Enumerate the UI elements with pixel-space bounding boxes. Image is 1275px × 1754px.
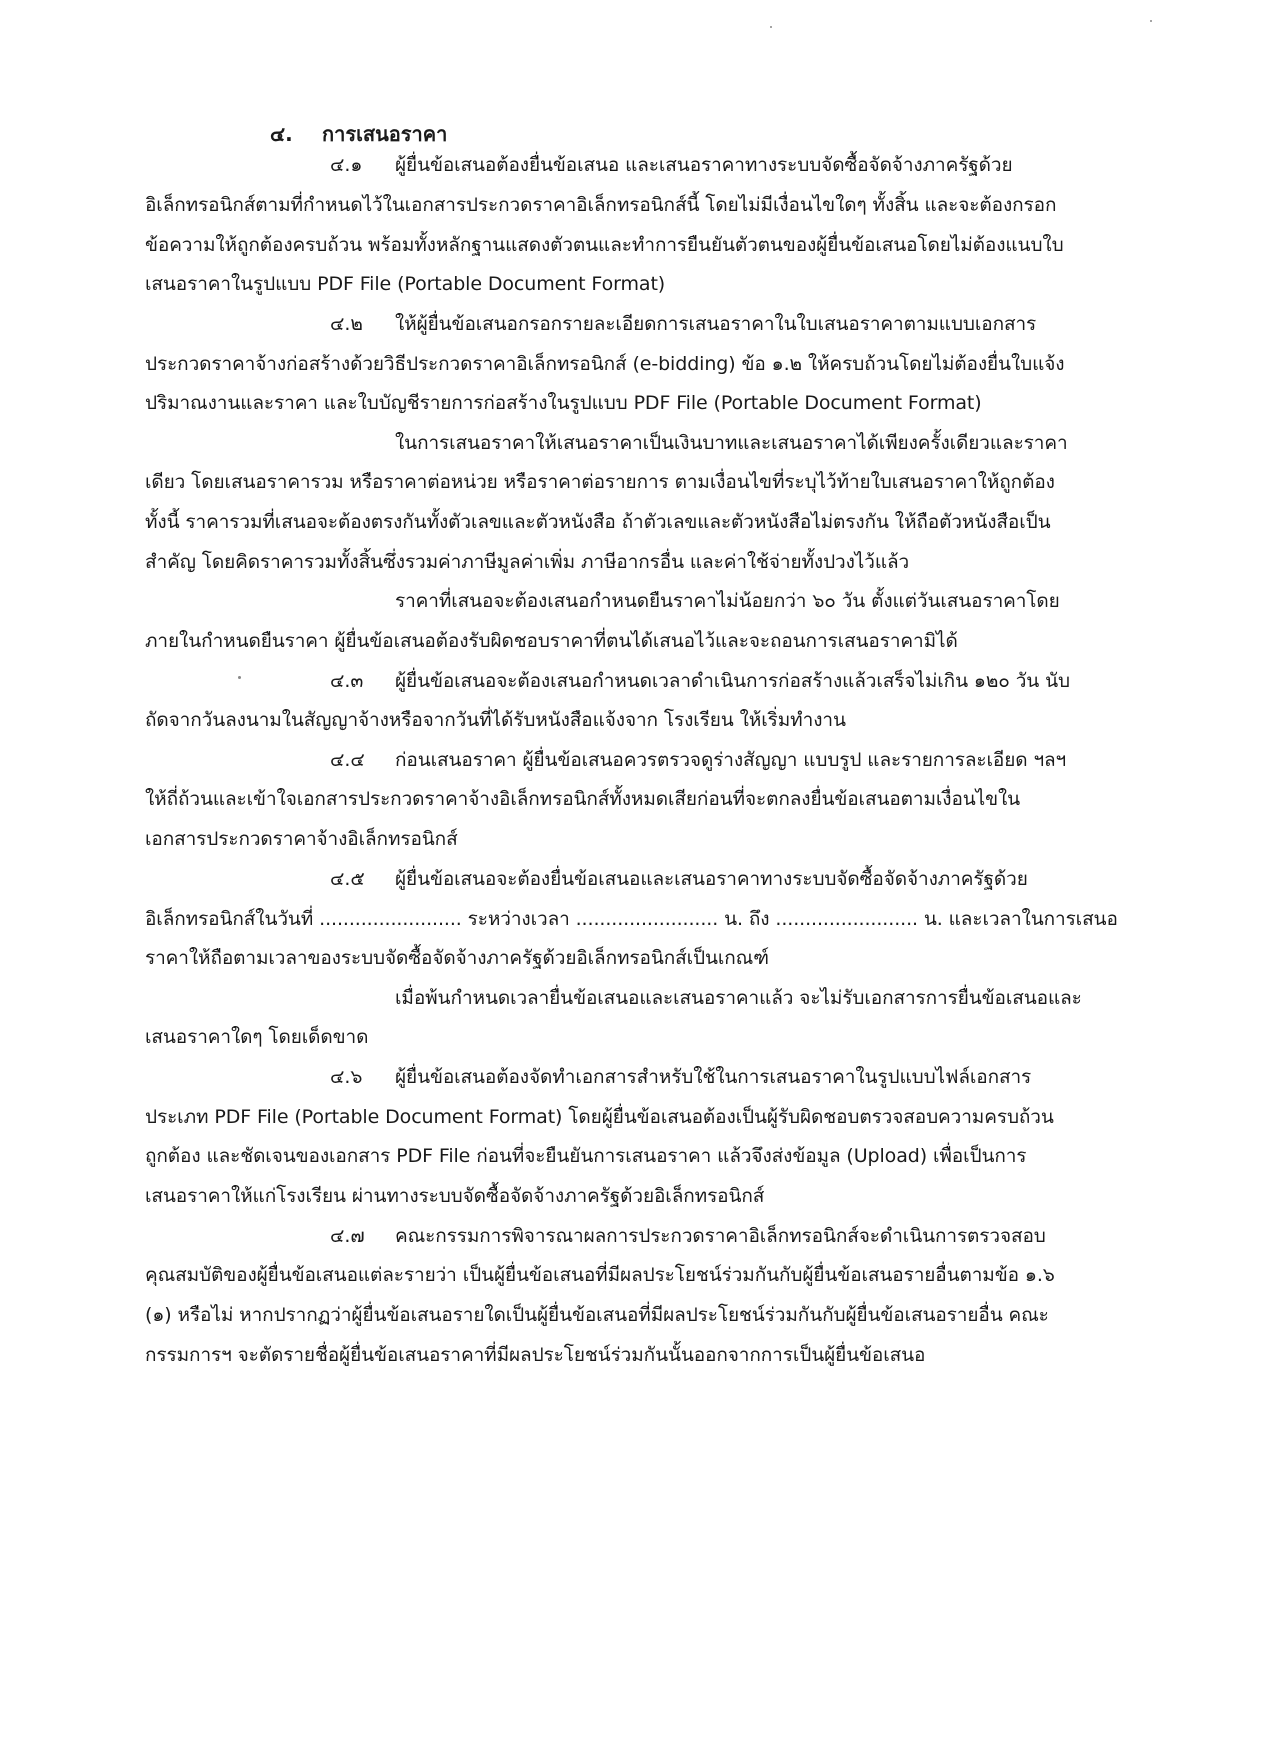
text-line: ข้อความให้ถูกต้องครบถ้วน พร้อมทั้งหลักฐานแสดงตัวตนและทำการยืนยันตัวตนของผู้ยื่นข้อเสนอโดยไม่ต้องแนบใบ [145, 234, 1064, 256]
text-line: ผู้ยื่นข้อเสนอต้องยื่นข้อเสนอ และเสนอราคาทางระบบจัดซื้อจัดจ้างภาครัฐด้วย [395, 154, 1013, 176]
item-number: ๔.๓ [330, 670, 364, 692]
text-line: อิเล็กทรอนิกส์ในวันที่ ........................ ระหว่างเวลา ........................ น. ถึง ........................ น. และเวลาในการเสนอ [145, 908, 1118, 930]
text-line: ผู้ยื่นข้อเสนอจะต้องยื่นข้อเสนอและเสนอราคาทางระบบจัดซื้อจัดจ้างภาครัฐด้วย [395, 868, 1028, 890]
text-line: ทั้งนี้ ราคารวมที่เสนอจะต้องตรงกันทั้งตัวเลขและตัวหนังสือ ถ้าตัวเลขและตัวหนังสือไม่ตรงกัน ให้ถือตัวหนังสือเป็น [145, 511, 1051, 533]
text-line: ราคาให้ถือตามเวลาของระบบจัดซื้อจัดจ้างภาครัฐด้วยอิเล็กทรอนิกส์เป็นเกณฑ์ [145, 947, 769, 969]
text-line: ประกวดราคาจ้างก่อสร้างด้วยวิธีประกวดราคาอิเล็กทรอนิกส์ (e-bidding) ข้อ ๑.๒ ให้ครบถ้วนโดยไม่ต้องยื่นใบแจ้ง [145, 353, 1065, 375]
text-line: เดียว โดยเสนอราคารวม หรือราคาต่อหน่วย หรือราคาต่อรายการ ตามเงื่อนไขที่ระบุไว้ท้ายใบเสนอราคาให้ถูกต้อง [145, 471, 1055, 493]
item-number: ๔.๗ [330, 1225, 365, 1247]
scan-speck [238, 676, 241, 679]
text-line: คณะกรรมการพิจารณาผลการประกวดราคาอิเล็กทรอนิกส์จะดำเนินการตรวจสอบ [395, 1225, 1046, 1247]
text-line: ก่อนเสนอราคา ผู้ยื่นข้อเสนอควรตรวจดูร่างสัญญา แบบรูป และรายการละเอียด ฯลฯ [395, 749, 1067, 771]
section-number: ๔. [270, 122, 293, 146]
text-line: ปริมาณงานและราคา และใบบัญชีรายการก่อสร้างในรูปแบบ PDF File (Portable Document Format) [145, 392, 982, 414]
text-line: เอกสารประกวดราคาจ้างอิเล็กทรอนิกส์ [145, 828, 458, 850]
item-number: ๔.๖ [330, 1066, 363, 1088]
scan-speck [1150, 20, 1152, 22]
text-line: เสนอราคาใดๆ โดยเด็ดขาด [145, 1026, 369, 1048]
item-number: ๔.๑ [330, 154, 363, 176]
text-line: สำคัญ โดยคิดราคารวมทั้งสิ้นซึ่งรวมค่าภาษีมูลค่าเพิ่ม ภาษีอากรอื่น และค่าใช้จ่ายทั้งปวงไว้แล้ว [145, 551, 910, 573]
text-line: ราคาที่เสนอจะต้องเสนอกำหนดยืนราคาไม่น้อยกว่า ๖๐ วัน ตั้งแต่วันเสนอราคาโดย [395, 590, 1060, 612]
scan-speck [770, 26, 772, 28]
text-line: ให้ผู้ยื่นข้อเสนอกรอกรายละเอียดการเสนอราคาในใบเสนอราคาตามแบบเอกสาร [395, 313, 1037, 335]
text-line: ในการเสนอราคาให้เสนอราคาเป็นเงินบาทและเสนอราคาได้เพียงครั้งเดียวและราคา [395, 432, 1068, 454]
text-line: ภายในกำหนดยืนราคา ผู้ยื่นข้อเสนอต้องรับผิดชอบราคาที่ตนได้เสนอไว้และจะถอนการเสนอราคามิได้ [145, 630, 958, 652]
text-line: เสนอราคาในรูปแบบ PDF File (Portable Document Format) [145, 273, 666, 295]
text-line: ผู้ยื่นข้อเสนอจะต้องเสนอกำหนดเวลาดำเนินการก่อสร้างแล้วเสร็จไม่เกิน ๑๒๐ วัน นับ [395, 670, 1070, 692]
item-number: ๔.๒ [330, 313, 363, 335]
text-line: ให้ถี่ถ้วนและเข้าใจเอกสารประกวดราคาจ้างอิเล็กทรอนิกส์ทั้งหมดเสียก่อนที่จะตกลงยื่นข้อเสนอตามเงื่อนไขใน [145, 788, 1021, 810]
text-line: ถัดจากวันลงนามในสัญญาจ้างหรือจากวันที่ได้รับหนังสือแจ้งจาก โรงเรียน ให้เริ่มทำงาน [145, 709, 846, 731]
section-title: การเสนอราคา [322, 122, 448, 146]
text-line: เสนอราคาให้แก่โรงเรียน ผ่านทางระบบจัดซื้อจัดจ้างภาครัฐด้วยอิเล็กทรอนิกส์ [145, 1185, 765, 1207]
item-number: ๔.๕ [330, 868, 365, 890]
text-line: คุณสมบัติของผู้ยื่นข้อเสนอแต่ละรายว่า เป็นผู้ยื่นข้อเสนอที่มีผลประโยชน์ร่วมกันกับผู้ยื่นข้อเสนอรายอื่นตามข้อ ๑.๖ [145, 1264, 1055, 1286]
item-number: ๔.๔ [330, 749, 365, 771]
text-line: เมื่อพ้นกำหนดเวลายื่นข้อเสนอและเสนอราคาแล้ว จะไม่รับเอกสารการยื่นข้อเสนอและ [395, 987, 1082, 1009]
text-line: ถูกต้อง และชัดเจนของเอกสาร PDF File ก่อนที่จะยืนยันการเสนอราคา แล้วจึงส่งข้อมูล (Upload) เพื่อเป็นการ [145, 1145, 1027, 1167]
text-line: อิเล็กทรอนิกส์ตามที่กำหนดไว้ในเอกสารประกวดราคาอิเล็กทรอนิกส์นี้ โดยไม่มีเงื่อนไขใดๆ ทั้งสิ้น และจะต้องกรอก [145, 194, 1057, 216]
text-line: กรรมการฯ จะตัดรายชื่อผู้ยื่นข้อเสนอราคาที่มีผลประโยชน์ร่วมกันนั้นออกจากการเป็นผู้ยื่นข้อเสนอ [145, 1344, 926, 1366]
text-line: ผู้ยื่นข้อเสนอต้องจัดทำเอกสารสำหรับใช้ในการเสนอราคาในรูปแบบไฟล์เอกสาร [395, 1066, 1032, 1088]
text-line: ประเภท PDF File (Portable Document Format) โดยผู้ยื่นข้อเสนอต้องเป็นผู้รับผิดชอบตรวจสอบความครบถ้วน [145, 1106, 1054, 1128]
text-line: (๑) หรือไม่ หากปรากฏว่าผู้ยื่นข้อเสนอรายใดเป็นผู้ยื่นข้อเสนอที่มีผลประโยชน์ร่วมกันกับผู้ยื่นข้อเสนอรายอื่น คณะ [145, 1304, 1049, 1326]
